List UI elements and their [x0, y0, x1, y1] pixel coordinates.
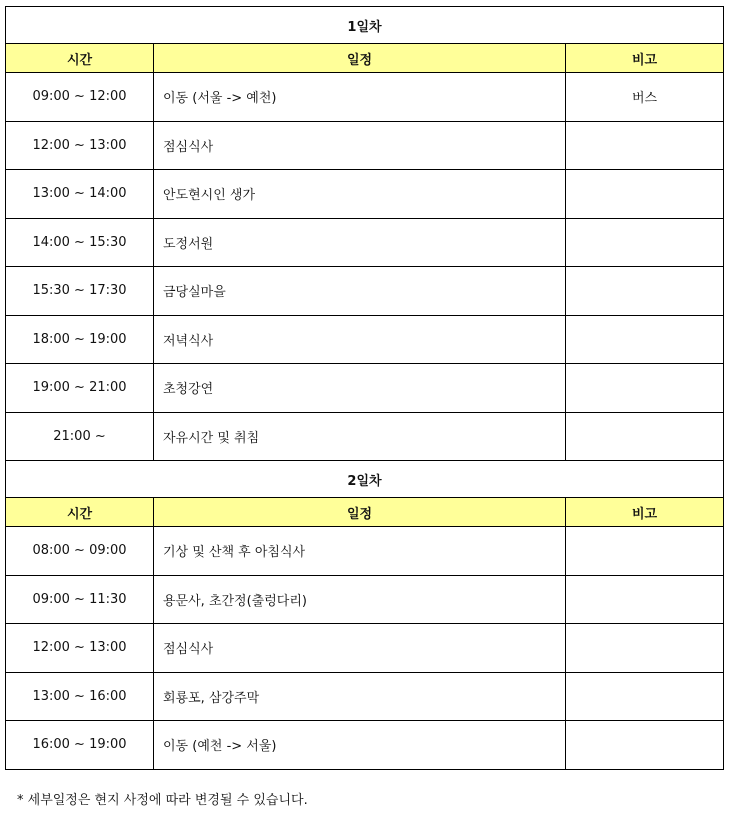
- table-row: [6, 624, 724, 673]
- time-cell: 08:00 ~ 09:00: [6, 527, 154, 576]
- note-cell: [566, 364, 724, 413]
- table-row: [6, 170, 724, 219]
- time-cell: 13:00 ~ 14:00: [6, 170, 154, 219]
- schedule-cell: 금당실마을: [154, 267, 566, 316]
- note-cell: [566, 624, 724, 673]
- day-1-title-row: [6, 7, 724, 44]
- day-2-header-row: [6, 498, 724, 527]
- header-note: 비고: [566, 44, 724, 73]
- time-cell: 14:00 ~ 15:30: [6, 218, 154, 267]
- note-cell: [566, 672, 724, 721]
- table-row: [6, 73, 724, 122]
- time-cell: 21:00 ~: [6, 412, 154, 461]
- footnote: * 세부일정은 현지 사정에 따라 변경될 수 있습니다.: [17, 793, 308, 808]
- schedule-cell: 도정서원: [154, 218, 566, 267]
- table-row: [6, 412, 724, 461]
- header-schedule: 일정: [154, 498, 566, 527]
- schedule-cell: 이동 (예천 -> 서울): [154, 721, 566, 770]
- schedule-cell: 이동 (서울 -> 예천): [154, 73, 566, 122]
- schedule-table: [5, 6, 724, 770]
- header-note: 비고: [566, 498, 724, 527]
- schedule-cell: 안도현시인 생가: [154, 170, 566, 219]
- schedule-cell: 저녁식사: [154, 315, 566, 364]
- note-cell: [566, 121, 724, 170]
- note-cell: [566, 267, 724, 316]
- table-row: [6, 672, 724, 721]
- schedule-cell: 점심식사: [154, 121, 566, 170]
- note-cell: [566, 218, 724, 267]
- day-2-title-row: [6, 461, 724, 498]
- time-cell: 09:00 ~ 12:00: [6, 73, 154, 122]
- note-cell: [566, 315, 724, 364]
- note-cell: [566, 170, 724, 219]
- time-cell: 13:00 ~ 16:00: [6, 672, 154, 721]
- day-title: 1일차: [6, 7, 724, 44]
- note-cell: [566, 527, 724, 576]
- time-cell: 16:00 ~ 19:00: [6, 721, 154, 770]
- schedule-cell: 용문사, 초간정(출렁다리): [154, 575, 566, 624]
- time-cell: 12:00 ~ 13:00: [6, 121, 154, 170]
- table-row: [6, 121, 724, 170]
- schedule-cell: 초청강연: [154, 364, 566, 413]
- time-cell: 15:30 ~ 17:30: [6, 267, 154, 316]
- header-time: 시간: [6, 498, 154, 527]
- note-cell: [566, 575, 724, 624]
- time-cell: 18:00 ~ 19:00: [6, 315, 154, 364]
- day-1-header-row: [6, 44, 724, 73]
- time-cell: 09:00 ~ 11:30: [6, 575, 154, 624]
- schedule-cell: 자유시간 및 취침: [154, 412, 566, 461]
- schedule-cell: 기상 및 산책 후 아침식사: [154, 527, 566, 576]
- table-row: [6, 575, 724, 624]
- day-title: 2일차: [6, 461, 724, 498]
- table-row: [6, 721, 724, 770]
- note-cell: 버스: [566, 73, 724, 122]
- schedule-cell: 점심식사: [154, 624, 566, 673]
- header-schedule: 일정: [154, 44, 566, 73]
- note-cell: [566, 412, 724, 461]
- table-row: [6, 218, 724, 267]
- schedule-cell: 회룡포, 삼강주막: [154, 672, 566, 721]
- table-row: [6, 267, 724, 316]
- time-cell: 19:00 ~ 21:00: [6, 364, 154, 413]
- table-row: [6, 315, 724, 364]
- table-row: [6, 527, 724, 576]
- note-cell: [566, 721, 724, 770]
- table-row: [6, 364, 724, 413]
- time-cell: 12:00 ~ 13:00: [6, 624, 154, 673]
- header-time: 시간: [6, 44, 154, 73]
